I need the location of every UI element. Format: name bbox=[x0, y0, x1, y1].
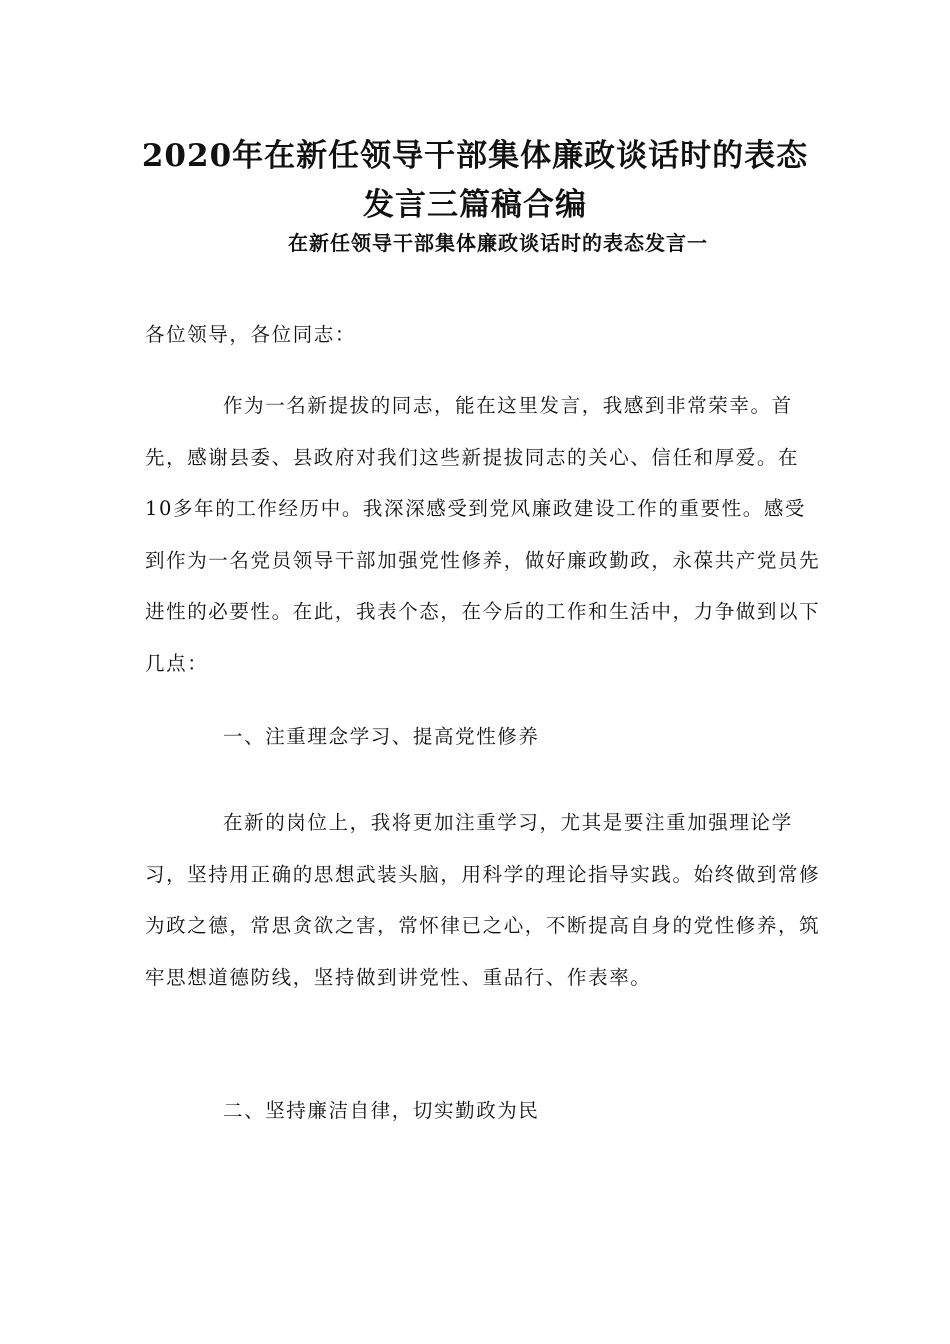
point-heading-1: 一、注重理念学习、提高党性修养 bbox=[223, 725, 540, 748]
greeting: 各位领导，各位同志： bbox=[145, 323, 357, 346]
paragraph-1: 作为一名新提拔的同志，能在这里发言，我感到非常荣幸。首先，感谢县委、县政府对我们这些新提拔同志的关心、信任和厚爱。在10多年的工作经历中。我深深感受到党风廉政建设工作的重要性。感受到作为一名党员领导干部加强党性修养，做好廉政勤政，永葆共产党员先进性的必要性。在此，我表个态，在今后的工作和生活中，力争做到以下几点： bbox=[145, 394, 821, 675]
document-title-line-2: 发言三篇稿合编 bbox=[363, 187, 587, 223]
paragraph-2: 在新的岗位上，我将更加注重学习，尤其是要注重加强理论学习，坚持用正确的思想武装头脑，用科学的理论指导实践。始终做到常修为政之德，常思贪欲之害，常怀律已之心，不断提高自身的党性修养，筑牢思想道德防线，坚持做到讲党性、重品行、作表率。 bbox=[145, 811, 821, 989]
section-subtitle: 在新任领导干部集体廉政谈话时的表态发言一 bbox=[288, 231, 708, 255]
document-title-line-1: 2020年在新任领导干部集体廉政谈话时的表态 bbox=[141, 138, 809, 174]
point-heading-2: 二、坚持廉洁自律，切实勤政为民 bbox=[223, 1099, 540, 1122]
